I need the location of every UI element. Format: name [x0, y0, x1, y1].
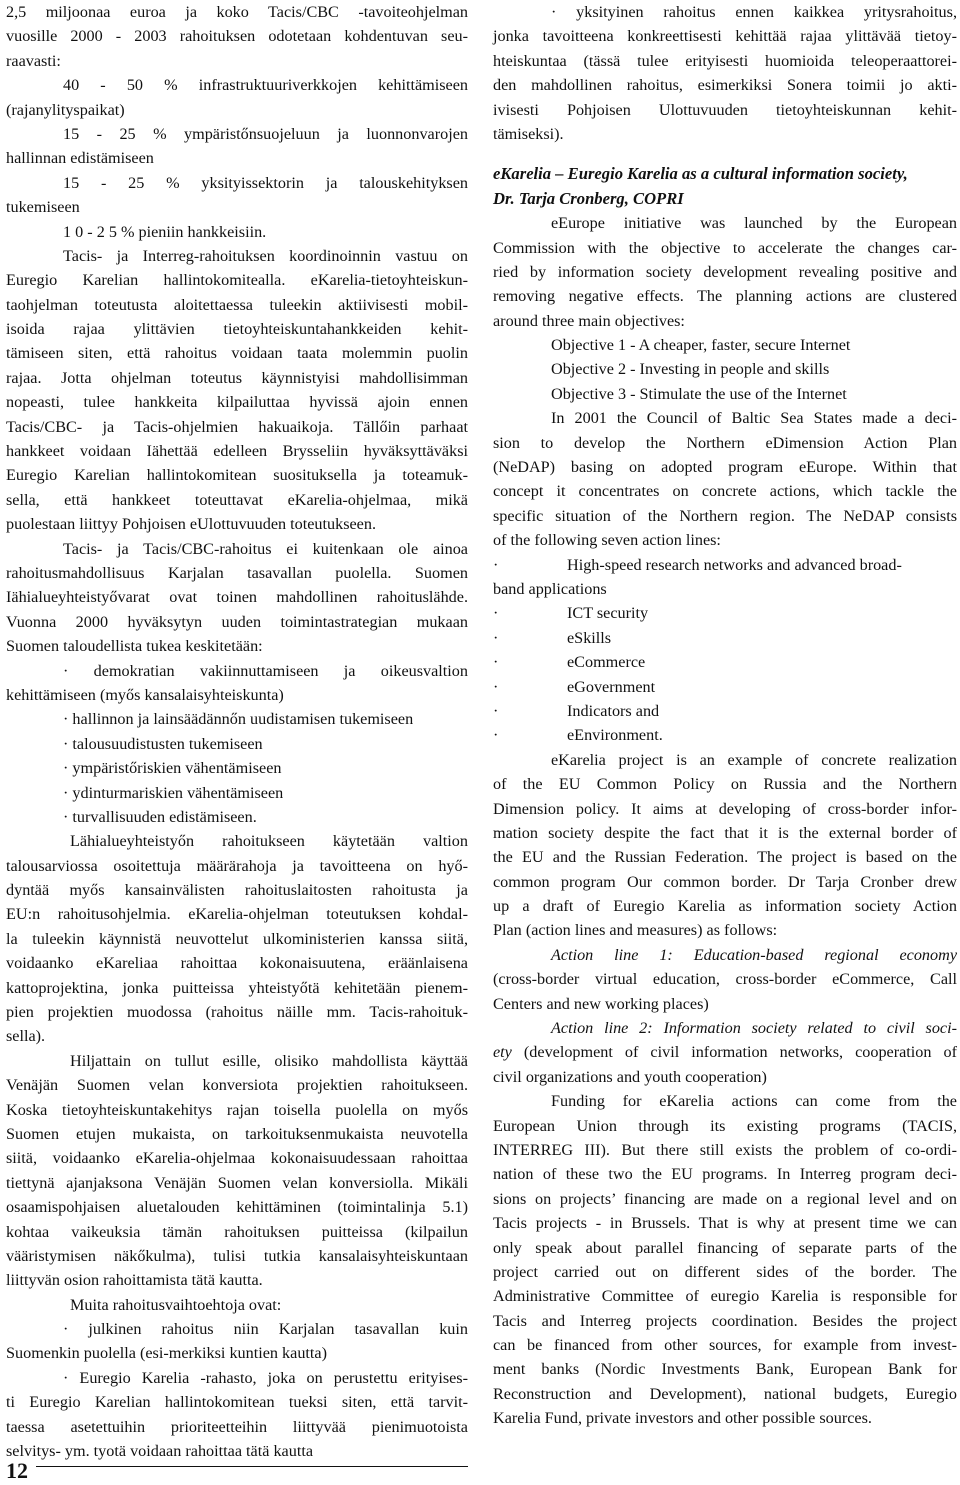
eeurope-section [493, 211, 957, 552]
left-text-line: kattoprojektina, jonka puitteissa yhteistyőtä kehitetään pienem- [6, 978, 468, 997]
page-number: 12 [6, 1458, 28, 1483]
left-text-line: taessa asetettuihin prioriteetteihin liittyvää pienimuotoista [6, 1417, 468, 1436]
left-text-line: puolestaan liittyy Pohjoisen eUlottuvuuden toteutukseen. [6, 515, 377, 534]
bullet-icon: · [493, 677, 499, 696]
funding-text-line: INTERREG III). But there still exists the problem of co-ordi- [493, 1140, 957, 1159]
eeurope-text-line: of the following seven action lines: [493, 531, 721, 550]
funding-text-line: ment banks (Nordic Investments Bank, European Bank for [493, 1360, 957, 1379]
left-text-line: selvitys- ym. tyotä voidaan rahoittaa tätä kautta [6, 1442, 314, 1461]
action-line-item [493, 675, 957, 699]
ekarelia-section [493, 748, 957, 943]
eeurope-text-line: ried by information society development revealing positive and [493, 262, 957, 281]
left-text-line: sella). [6, 1027, 46, 1046]
left-text-line: Muita rahoitusvaihtoehtoja ovat: [70, 1295, 282, 1314]
ekarelia-text-line: of the EU Common Policy on Russia and the Northern [493, 775, 957, 794]
action-line-label: eCommerce [567, 653, 646, 672]
left-text-line: Iähialueyhteistyővarat ovat toinen mahdollinen rahoituslähde. [6, 588, 468, 607]
left-text-line: voidaanko eKareliaa rahoittaa kokonaisuutena, eräänlaisena [6, 954, 468, 973]
article-heading-line-1: eKarelia – Euregio Karelia as a cultural information society, [493, 164, 908, 184]
left-text-line: rajaa. Jotta ohjelman toteutus käynnistyisi mahdollisimman [6, 368, 468, 387]
action-line-2-detail-2: civil organizations and youth cooperation) [493, 1067, 767, 1086]
funding-text-line: sions on projects’ financing are made on a regional level and on [493, 1189, 957, 1208]
funding-text-line: Tacis projects - in Brussels. That is why at present time we can [493, 1214, 957, 1233]
private-funding-paragraph [493, 0, 957, 146]
right-top-text-line: den mahdollinen rahoitus, esimerkiksi Sonera toimii jo akti- [493, 76, 957, 95]
ekarelia-text-line: eKarelia project is an example of concrete realization [551, 750, 957, 769]
bullet-icon: · [493, 628, 499, 647]
ekarelia-text-line: Plan (action lines and measures) as follows: [493, 921, 778, 940]
left-text-line: nopeasti, tulee hankkeita kilpailuttaa hyvissä ajoin ennen [6, 393, 468, 412]
ekarelia-text-line: common program Our common border. Dr Tarja Cronber drew [493, 872, 957, 891]
action-line-label: ICT security [567, 604, 649, 623]
eeurope-text-line: Commission with the objective to accelerate the changes car- [493, 238, 957, 257]
left-text-line: Tacis- ja Interreg-rahoituksen koordinoinnin vastuu on [63, 246, 468, 265]
ekarelia-text-line: mation society despite the fact that it is the external border of [493, 823, 957, 842]
left-text-line: Euregio Karelian hallintokomitealla. eKarelia-tietoyhteiskun- [6, 271, 468, 290]
ekarelia-text-line: up a draft of Euregio Karelia as information society Action [493, 897, 957, 916]
action-line-1-title: Action line 1: Education-based regional economy [551, 945, 957, 964]
left-text-line: (rajanylityspaikat) [6, 100, 125, 119]
left-text-line: siitä, voidaanko eKarelia-ohjelmaa kokonaisuudessaan rahoittaa [6, 1149, 468, 1168]
left-text-line: liittyvän osion rahoittamista tätä kautta. [6, 1271, 263, 1290]
right-top-text-line: · yksityinen rahoitus ennen kaikkea yritysrahoitus, [551, 3, 957, 21]
action-line-continuation: band applications [493, 579, 607, 598]
right-top-text-line: hteiskuntaa (tässä tulee erityisesti huomioida teleoperaattorei- [493, 51, 957, 70]
left-text-line: taohjelman toteutusta aloitettaessa tuleekin aktiivisesti mobil- [6, 295, 468, 314]
bullet-icon: · [493, 555, 499, 574]
left-text-line: · hallinnon ja lainsäädännőn uudistamisen tukemiseen [63, 710, 414, 729]
left-text-line: Tacis/CBC- ja Tacis-ohjelmien hakuaikoja. Tällőin parhaat [6, 417, 468, 436]
funding-text-line: Administrative Committee of euregio Karelia is responsible for [493, 1287, 957, 1306]
funding-text-line: Tacis and Interreg projects coordination. Besides the project [493, 1311, 957, 1330]
funding-section [493, 1089, 957, 1430]
action-line-2-detail-text: (development of civil information networks, cooperation of [511, 1043, 957, 1062]
bullet-icon: · [493, 726, 499, 745]
left-text-line: Suomenkin puolella (esi-merkiksi kuntien kautta) [6, 1344, 327, 1363]
left-text-line: · demokratian vakiinnuttamiseen ja oikeusvaltion [63, 661, 468, 680]
footer-rule [36, 1466, 468, 1467]
left-text-line: isoida rajaa ylittävien tietoyhteiskuntahankkeiden kehit- [6, 320, 468, 339]
eeurope-text-line: concept it concentrates on concrete actions, which tackle the [493, 482, 957, 501]
eeurope-text-line: Objective 1 - A cheaper, faster, secure Internet [551, 336, 851, 355]
action-line-2-detail-1 [493, 1040, 957, 1064]
action-line-item [493, 553, 957, 577]
funding-text-line: Reconstruction and Development), national budgets, Euregio [493, 1384, 957, 1403]
action-line-1-detail-2: Centers and new working places) [493, 994, 709, 1013]
action-line-label: eGovernment [567, 677, 656, 696]
left-text-line: · Euregio Karelia -rahasto, joka on perustettu erityises- [63, 1368, 468, 1387]
eeurope-text-line: Objective 3 - Stimulate the use of the Internet [551, 384, 847, 403]
left-text-line: 1 0 - 2 5 % pieniin hankkeisiin. [63, 222, 267, 241]
action-line-label: eSkills [567, 628, 612, 647]
action-line-label: eEnvironment. [567, 726, 663, 745]
left-text-line: Suomen taloudellista tukea keskitetään: [6, 637, 263, 656]
action-line-2-title: Action line 2: Information society related to civil soci- [551, 1019, 957, 1038]
action-line-1-heading [493, 943, 957, 967]
left-text-line: hallinnan edistämiseen [6, 149, 154, 168]
action-line-item [493, 699, 957, 723]
right-top-text-line: jonka tavoitteena konkreettisesti kehittää rajaa ylittävää tietoy- [493, 27, 957, 46]
left-text-line: · talousuudistusten tukemiseen [63, 734, 263, 753]
left-text-line: talousarviossa osoitettuja määrärahoja ja tavoitteena on hyő- [6, 856, 468, 875]
left-text-line: Lähialueyhteistyőn rahoitukseen käytetään valtion [70, 832, 468, 851]
right-top-text-line: tämiseksi). [493, 124, 564, 143]
ekarelia-text-line: Dimension policy. It aims at developing of cross-border infor- [493, 799, 957, 818]
left-text-line: hankkeet voidaan Iähettää edelleen Brysseliin hyväksyttäväksi [6, 442, 468, 461]
left-text-line: vääristymisen näkőkulma), tulisi tutkia kansalaisyhteiskuntaan [6, 1246, 468, 1265]
funding-text-line: can be financed from other sources, for example from invest- [493, 1336, 957, 1355]
eeurope-text-line: eEurope initiative was launched by the European [551, 214, 957, 233]
left-text-line: Koska tietoyhteiskuntakehitys rajan toisella puolella on myős [6, 1100, 468, 1119]
left-text-line: tämiseen siten, että rahoitus voidaan taata molemmin puolin [6, 344, 468, 363]
action-lines-list [493, 553, 957, 748]
action-line-item [493, 626, 957, 650]
action-line-label: Indicators and [567, 701, 660, 720]
left-text-line: raavasti: [6, 51, 61, 70]
action-line-2-title-end: ety [493, 1043, 512, 1062]
left-text-line: tukemiseen [6, 198, 80, 217]
left-text-line: · turvallisuuden edistämiseen. [63, 807, 257, 826]
eeurope-text-line: removing negative effects. The planning actions are clustered [493, 287, 957, 306]
left-text-line: · ympäristőriskien vähentämiseen [63, 759, 282, 778]
left-text-line: Euregio Karelian hallintokomitean suosituksella ja toteamuk- [6, 466, 468, 485]
left-text-line: sella, että hankkeet toteuttavat eKarelia-ohjelmaa, mikä [6, 490, 468, 509]
bullet-icon: · [493, 701, 499, 720]
left-text-line: ti Euregio Karelian hallintokomitean tueksi siten, että tarvit- [6, 1393, 468, 1412]
funding-text-line: Funding for eKarelia actions can come from the [551, 1092, 957, 1111]
funding-text-line: nation of these two the EU programs. In Interreg program deci- [493, 1165, 957, 1184]
left-text-line: 2,5 miljoonaa euroa ja koko Tacis/CBC -tavoiteohjelman [6, 3, 468, 21]
eeurope-text-line: (NeDAP) basing on adopted program eEurope. Within that [493, 458, 957, 477]
right-top-text-line: ivisesti Pohjoisen Ulottuvuuden tietoyhteiskunnan kehit- [493, 100, 957, 119]
eeurope-text-line: Objective 2 - Investing in people and skills [551, 360, 830, 379]
article-heading-line-2: Dr. Tarja Cronberg, COPRI [493, 188, 684, 208]
left-text-line: dyntää myős kansainvälisten rahoituslaitosten rahoitusta ja [6, 881, 468, 900]
action-line-label: High-speed research networks and advanced broad- [567, 555, 902, 574]
left-text-line: kehittämiseen (myős kansalaisyhteiskunta) [6, 685, 284, 704]
left-text-line: la tuleekin käynnistä neuvottelut ulkoministerien kanssa siitä, [6, 929, 468, 948]
ekarelia-text-line: the EU and the Russian Federation. The project is based on the [493, 848, 957, 867]
left-text-line: · ydinturmariskien vähentämiseen [63, 783, 284, 802]
bullet-icon: · [493, 604, 499, 623]
left-text-line: vuosille 2000 - 2003 rahoituksen odotetaan kohdentuvan seu- [6, 27, 468, 46]
funding-text-line: Karelia Fund, private investors and other possible sources. [493, 1409, 872, 1428]
left-text-line: Hiljattain on tullut esille, olisiko mahdollista käyttää [70, 1051, 468, 1070]
left-text-line: tiettynä ajanjaksona Venäjän Suomen velan konversiolla. Mikäli [6, 1173, 468, 1192]
left-text-line: rahoitusmahdollisuus Karjalan tasavallan puolella. Suomen [6, 563, 468, 582]
funding-text-line: only speak about parallel financing of separate parts of the [493, 1238, 957, 1257]
left-column [6, 0, 468, 1463]
eeurope-text-line: In 2001 the Council of Baltic Sea States made a deci- [551, 409, 957, 428]
left-text-line: 15 - 25 % yksityissektorin ja talouskehityksen [63, 173, 468, 192]
left-text-line: osaamispohjaisen aluetalouden kehittäminen (toimintalinja 5.1) [6, 1198, 468, 1217]
action-line-item [493, 650, 957, 674]
action-line-2-heading [493, 1016, 957, 1040]
left-text-line: Venäjän Suomen velan konversiota projektien rahoitukseen. [6, 1076, 468, 1095]
left-text-line: Vuonna 2000 hyväksytyn uuden toimintastrategian mukaan [6, 612, 468, 631]
right-column [493, 0, 957, 1431]
action-line-1-detail-1: (cross-border virtual education, cross-border eCommerce, Call [493, 970, 957, 989]
left-text-line: EU:n rahoitusohjelmia. eKarelia-ohjelman toteutuksen kohdal- [6, 905, 468, 924]
eeurope-text-line: sion to develop the Northern eDimension Action Plan [493, 433, 957, 452]
funding-text-line: project carried out on different sides of the border. The [493, 1262, 957, 1281]
left-text-line: 15 - 25 % ympäristőnsuojeluun ja luonnonvarojen [63, 124, 468, 143]
bullet-icon: · [493, 653, 499, 672]
action-line-item [493, 601, 957, 625]
left-text-line: 40 - 50 % infrastruktuuriverkkojen kehittämiseen [63, 76, 468, 95]
eeurope-text-line: around three main objectives: [493, 311, 685, 330]
eeurope-text-line: specific situation of the Northern region. The NeDAP consists [493, 506, 957, 525]
left-text-line: pien projektien muodossa (rahoitus näille mm. Tacis-rahoituk- [6, 1003, 468, 1022]
left-text-line: · julkinen rahoitus niin Karjalan tasavallan kuin [63, 1320, 468, 1339]
action-line-item [493, 723, 957, 747]
funding-text-line: European Union through its existing programs (TACIS, [493, 1116, 957, 1135]
left-text-line: Tacis- ja Tacis/CBC-rahoitus ei kuitenkaan ole ainoa [63, 539, 468, 558]
left-text-line: Suomen etujen mukaista, on tarkoituksenmukaista neuvotella [6, 1124, 468, 1143]
left-text-line: kohtaa vaikeuksia tämän rahoituksen puitteissa (kilpailun [6, 1222, 468, 1241]
